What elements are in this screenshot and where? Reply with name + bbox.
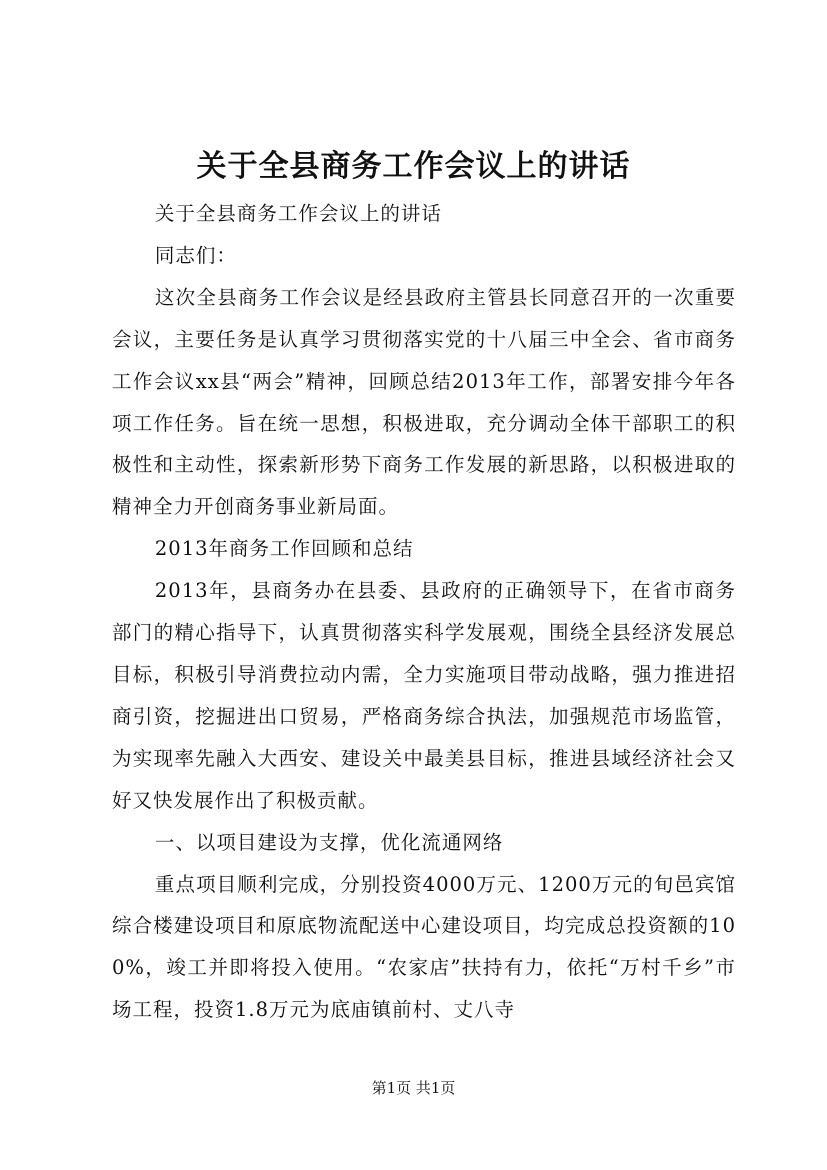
paragraph-salutation: 同志们： — [154, 243, 237, 267]
section-heading-review: 2013年商务工作回顾和总结 — [154, 537, 414, 561]
paragraph-subtitle: 关于全县商务工作会议上的讲话 — [154, 202, 442, 225]
document-title: 关于全县商务工作会议上的讲话 — [196, 149, 631, 184]
section-heading-projects: 一、以项目建设为支撑，优化流通网络 — [154, 830, 504, 854]
paragraph-projects: 重点项目顺利完成，分别投资4000万元、1200万元的旬邑宾馆综合楼建设项目和原底物流配送中心建设项目，均完成总投资额的100%，竣工并即将投入使用。“农家店”扶持有力，依托“万村千乡”市场工程，投资1.8万元为底庙镇前村、丈八寺 — [112, 872, 736, 1022]
document-body — [112, 193, 736, 1031]
paragraph-review: 2013年，县商务办在县委、县政府的正确领导下，在省市商务部门的精心指导下，认真贯彻落实科学发展观，围绕全县经济发展总目标，积极引导消费拉动内需，全力实施项目带动战略，强力推进招商引资，挖掘进出口贸易，严格商务综合执法，加强规范市场监管，为实现率先融入大西安、建设关中最美县目标，推进县域经济社会又好又快发展作出了积极贡献。 — [112, 579, 736, 812]
page-number-footer: 第1页 共1页 — [371, 1079, 456, 1097]
paragraph-intro: 这次全县商务工作会议是经县政府主管县长同意召开的一次重要会议，主要任务是认真学习贯彻落实党的十八届三中全会、省市商务工作会议xx县“两会”精神，回顾总结2013年工作，部署安排今年各项工作任务。旨在统一思想，积极进取，充分调动全体干部职工的积极性和主动性，探索新形势下商务工作发展的新思路，以积极进取的精神全力开创商务事业新局面。 — [112, 285, 736, 519]
